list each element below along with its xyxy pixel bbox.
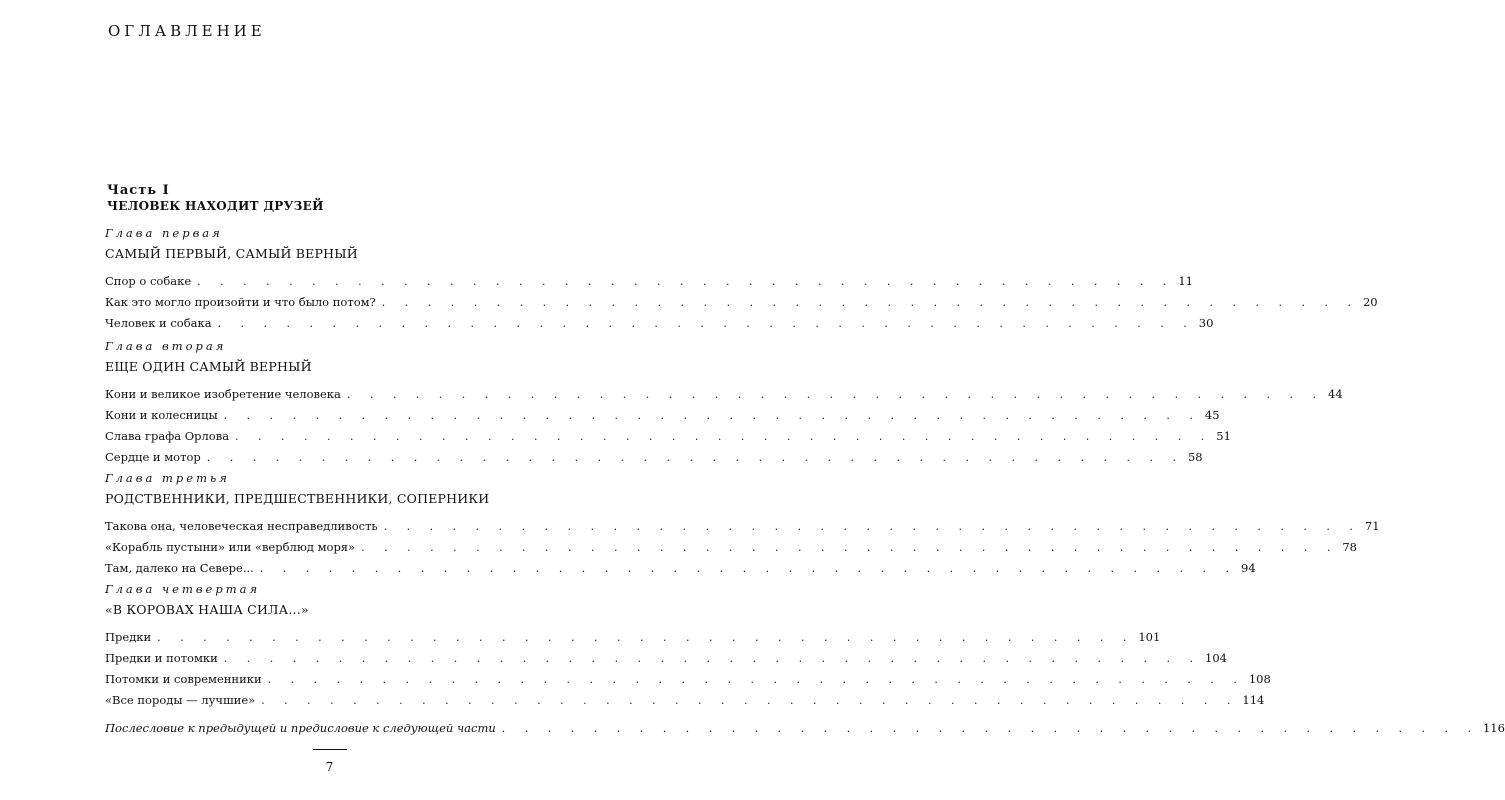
dot-leader: . . . . . . . . . . . . . . . . . . . . . . . . . . . . . . . . . . . . . . . . . . . [223,409,1201,422]
toc-entry-page: 11 [1178,274,1193,288]
chapter-label: Глава первая [105,226,223,240]
toc-entry-afterword[interactable] [105,718,1505,739]
toc-entry-title: Слава графа Орлова [105,429,230,443]
toc-entry-title: Такова она, человеческая несправедливость [105,519,378,533]
toc-list [105,627,1271,711]
chapter-label: Глава третья [105,471,230,485]
toc-entry[interactable] [105,690,1265,711]
toc-entry[interactable] [105,313,1214,334]
afterword-entry-container [105,718,1505,739]
chapter-title: САМЫЙ ПЕРВЫЙ, САМЫЙ ВЕРНЫЙ [105,246,358,261]
toc-entry-title: Кони и великое изобретение человека [105,387,341,401]
toc-entry-page: 58 [1187,450,1203,464]
dot-leader: . . . . . . . . . . . . . . . . . . . . . . . . . . . . . . . . . . . . . . . . . . . [361,541,1339,554]
toc-list [105,384,1343,468]
toc-entry-page: 51 [1216,429,1231,443]
chapter-section [105,224,1378,334]
page-number: 7 [325,760,334,774]
toc-entry[interactable] [105,558,1256,579]
dot-leader: . . . . . . . . . . . . . . . . . . . . . . . . . . . . . . . . . . . . . . . . . . . [267,673,1245,686]
toc-entry[interactable] [105,405,1220,426]
dot-leader: . . . . . . . . . . . . . . . . . . . . . . . . . . . . . . . . . . . . . . . . . . . [383,520,1361,533]
dot-leader: . . . . . . . . . . . . . . . . . . . . . . . . . . . . . . . . . . . . . . . . . . . [206,451,1184,464]
toc-entry-page: 45 [1204,408,1220,422]
toc-entry-page: 104 [1205,651,1227,665]
toc-entry-title: Потомки и современники [105,672,262,686]
dot-leader: . . . . . . . . . . . . . . . . . . . . . . . . . . . . . . . . . . . . . . . . . . . [346,388,1325,401]
toc-list [105,516,1380,579]
toc-entry[interactable] [105,426,1231,447]
toc-entry-title: Спор о собаке [105,274,192,288]
toc-entry-page: 30 [1198,316,1214,330]
toc-entry-page: 114 [1242,693,1265,707]
toc-entry-title: Как это могло произойти и что было потом? [105,295,376,309]
dot-leader: . . . . . . . . . . . . . . . . . . . . . . . . . . . . . . . . . . . . . . . . . . . [235,430,1213,443]
chapter-section [105,580,1271,711]
toc-entry[interactable] [105,648,1227,669]
toc-entry-page: 44 [1328,387,1343,401]
toc-entry-title: Сердце и мотор [105,450,201,464]
page-title: ОГЛАВЛЕНИЕ [108,22,266,40]
dot-leader: . . . . . . . . . . . . . . . . . . . . . . . . . . . . . . . . . . . . . . . . . . . [157,631,1135,644]
toc-entry-title: Послесловие к предыдущей и предисловие к следующей части [105,721,496,735]
toc-entry[interactable] [105,669,1271,690]
toc-entry-page: 20 [1362,295,1378,309]
toc-entry-page: 71 [1364,519,1380,533]
toc-entry[interactable] [105,447,1203,468]
chapter-title: ЕЩЕ ОДИН САМЫЙ ВЕРНЫЙ [105,359,312,374]
toc-entry-title: «Все породы — лучшие» [105,693,256,707]
toc-entry[interactable] [105,627,1161,648]
toc-entry-title: «Корабль пустыни» или «верблюд моря» [105,540,356,554]
toc-entry[interactable] [105,516,1380,537]
toc-entry-page: 78 [1342,540,1357,554]
chapter-section [105,469,1380,579]
toc-entry-title: Предки [105,630,152,644]
toc-entry-page: 94 [1241,561,1256,575]
dot-leader: . . . . . . . . . . . . . . . . . . . . . . . . . . . . . . . . . . . . . . . . . . . [223,652,1201,665]
chapter-label: Глава четвертая [105,582,261,596]
dot-leader: . . . . . . . . . . . . . . . . . . . . . . . . . . . . . . . . . . . . . . . . . . . [259,562,1238,575]
toc-list [105,271,1378,334]
toc-entry-title: Человек и собака [105,316,212,330]
toc-entry-title: Там, далеко на Севере... [105,561,254,575]
footer-rule [313,749,347,750]
chapter-section [105,337,1343,468]
chapter-label: Глава вторая [105,339,227,353]
toc-entry[interactable] [105,537,1357,558]
toc-entry-page: 116 [1482,721,1505,735]
dot-leader: . . . . . . . . . . . . . . . . . . . . . . . . . . . . . . . . . . . . . . . . . . . [381,296,1359,309]
toc-entry[interactable] [105,292,1378,313]
chapter-title: РОДСТВЕННИКИ, ПРЕДШЕСТВЕННИКИ, СОПЕРНИКИ [105,491,490,506]
chapter-title: «В КОРОВАХ НАША СИЛА...» [105,602,309,617]
toc-entry-page: 101 [1138,630,1161,644]
dot-leader: . . . . . . . . . . . . . . . . . . . . . . . . . . . . . . . . . . . . . . . . . . . [501,722,1479,735]
dot-leader: . . . . . . . . . . . . . . . . . . . . . . . . . . . . . . . . . . . . . . . . . . . [217,317,1195,330]
part-title: ЧЕЛОВЕК НАХОДИТ ДРУЗЕЙ [107,199,324,213]
toc-entry-title: Предки и потомки [105,651,218,665]
part-label: Часть I [107,183,170,198]
toc-entry[interactable] [105,271,1193,292]
toc-entry-title: Кони и колесницы [105,408,218,422]
toc-entry[interactable] [105,384,1343,405]
toc-entry-page: 108 [1248,672,1271,686]
dot-leader: . . . . . . . . . . . . . . . . . . . . . . . . . . . . . . . . . . . . . . . . . . . [261,694,1239,707]
dot-leader: . . . . . . . . . . . . . . . . . . . . . . . . . . . . . . . . . . . . . . . . . . . [197,275,1175,288]
